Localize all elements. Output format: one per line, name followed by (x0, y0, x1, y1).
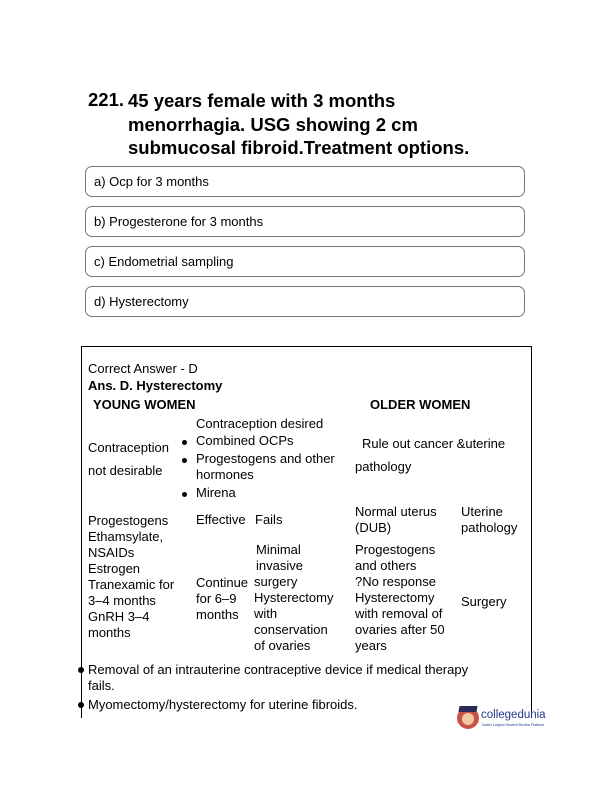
drug-line: Progestogens (88, 513, 169, 528)
text-line: Continue (196, 575, 249, 590)
contraception-not-desirable (88, 436, 169, 482)
drug-line: GnRH 3–4 (88, 609, 150, 624)
question-line: menorrhagia. USG showing 2 cm (128, 113, 418, 135)
text-line: of ovaries (254, 638, 311, 653)
correct-answer: Correct Answer - D (88, 361, 198, 376)
contraception-desired: Contraception desired (196, 416, 324, 431)
bullet-dot (182, 492, 187, 497)
mascot-face-icon (462, 713, 474, 725)
text-line: Uterine (461, 504, 503, 519)
effective-label: Effective (196, 512, 246, 527)
text-line: ?No response (355, 574, 436, 589)
option-a[interactable]: a) Ocp for 3 months (85, 166, 525, 197)
text-line: with (254, 606, 278, 621)
older-pathway (355, 542, 445, 654)
young-women-header: YOUNG WOMEN (93, 397, 196, 412)
text-line: years (355, 638, 387, 653)
normal-uterus (355, 504, 437, 536)
logo-tagline: India's Largest Student Review Platform (482, 723, 545, 727)
drug-line: NSAIDs (88, 545, 135, 560)
text-line: Hysterectomy (355, 590, 435, 605)
text-line: Contraception (88, 440, 169, 455)
text-line: Minimal (256, 542, 301, 557)
text-line: invasive (256, 558, 303, 573)
answer-heading: Ans. D. Hysterectomy (88, 378, 223, 393)
text-line: Normal uterus (355, 504, 437, 519)
text-line: months (196, 607, 239, 622)
text-line: (DUB) (355, 520, 392, 535)
text-line: ovaries after 50 (355, 622, 445, 637)
bullet-dot (78, 667, 84, 673)
text-line: and others (355, 558, 417, 573)
text-line: Hysterectomy (254, 590, 334, 605)
drug-line: Tranexamic for (88, 577, 175, 592)
fails-label: Fails (255, 512, 283, 527)
bullet-item (88, 662, 468, 694)
option-d[interactable]: d) Hysterectomy (85, 286, 525, 317)
text-line: Removal of an intrauterine contraceptive device if medical therapy (88, 662, 469, 677)
bullet-dot (78, 702, 84, 708)
question-line: 45 years female with 3 months (128, 90, 396, 111)
drug-line: 3–4 months (88, 593, 156, 608)
contraceptive-option: Mirena (196, 485, 236, 500)
question-line: submucosal fibroid.Treatment options. (128, 137, 470, 158)
text-line: for 6–9 (196, 591, 237, 606)
rule-out-line: Rule out cancer &uterine (362, 436, 506, 451)
drug-line: Estrogen (88, 561, 141, 576)
bullet-item: Myomectomy/hysterectomy for uterine fibroids. (88, 697, 358, 712)
uterine-pathology (461, 504, 517, 536)
drug-line: months (88, 625, 131, 640)
young-surgery (254, 542, 333, 654)
text-line: Progestogens (355, 542, 436, 557)
older-women-header: OLDER WOMEN (370, 397, 471, 412)
logo-name: collegedunia (481, 709, 546, 721)
text-line: fails. (88, 678, 115, 693)
question-number: 221. (88, 89, 125, 110)
bullet-dot (182, 440, 187, 445)
option-c[interactable]: c) Endometrial sampling (85, 246, 525, 277)
text-line: with removal of (355, 606, 443, 621)
text-line: conservation (254, 622, 328, 637)
contraceptive-option: Progestogens and other (196, 451, 335, 466)
text-line: surgery (254, 574, 298, 589)
text-line: pathology (461, 520, 518, 535)
contraceptive-option: hormones (196, 467, 254, 482)
drug-line: Ethamsylate, (88, 529, 164, 544)
text-line: not desirable (88, 463, 163, 478)
option-b[interactable]: b) Progesterone for 3 months (85, 206, 525, 237)
graduation-cap-icon (458, 706, 477, 712)
continue-therapy (196, 575, 248, 623)
contraceptive-option: Combined OCPs (196, 433, 294, 448)
bullet-dot (182, 458, 187, 463)
young-drugs (88, 513, 174, 641)
question-text (128, 89, 548, 160)
rule-out-line: pathology (355, 459, 412, 474)
older-surgery: Surgery (461, 594, 507, 609)
